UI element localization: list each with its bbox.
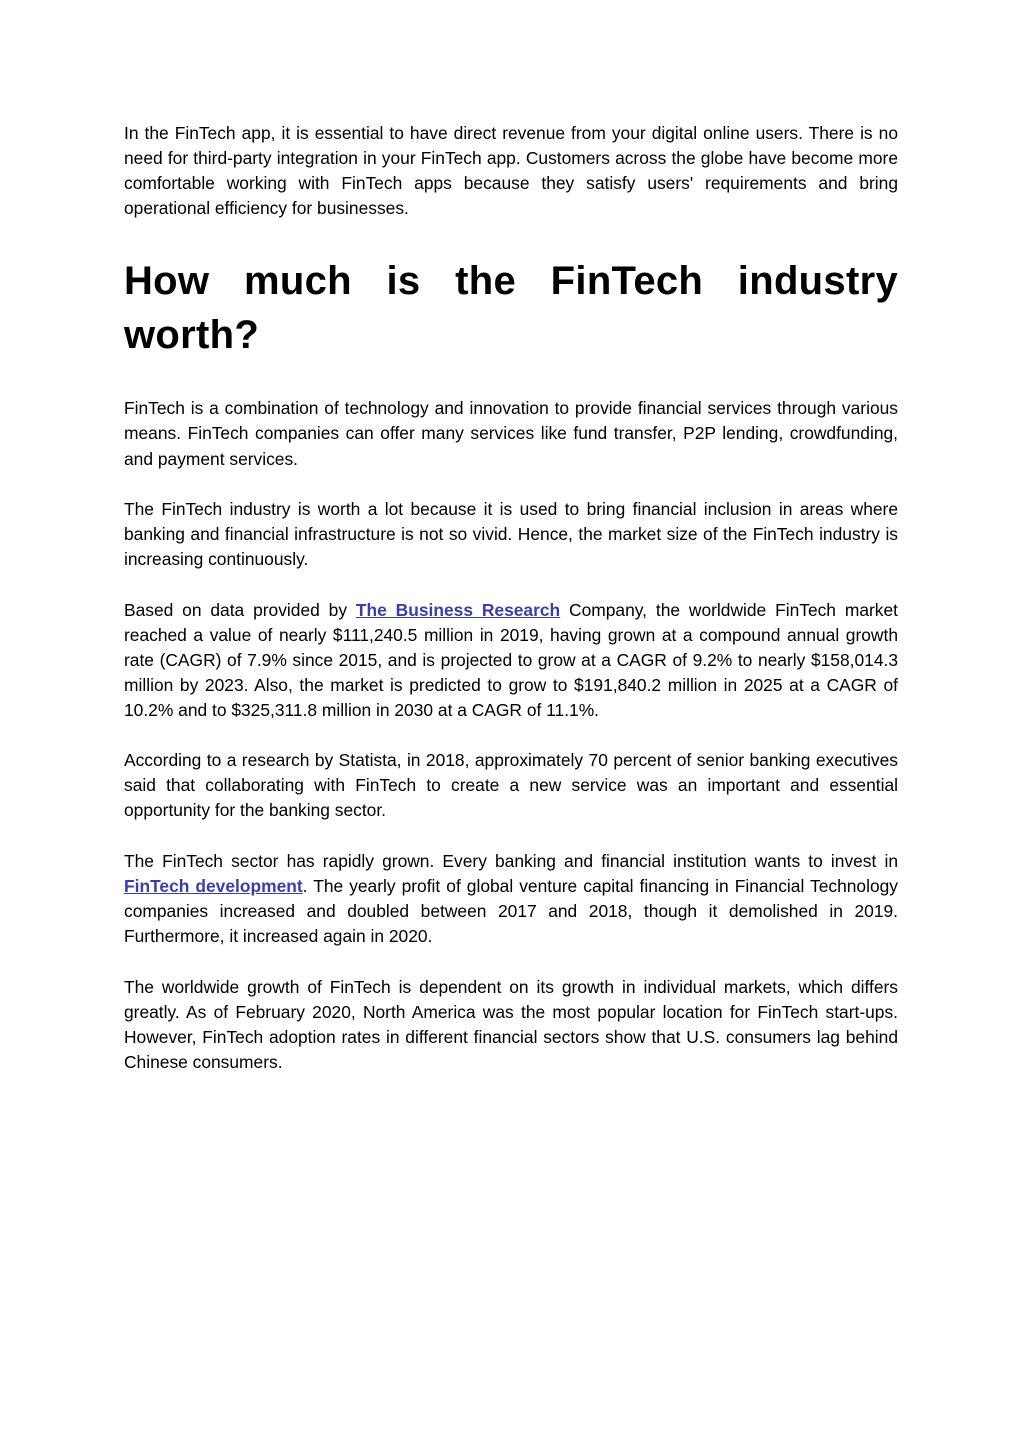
paragraph-market-data xyxy=(124,598,898,723)
paragraph-fintech-definition: FinTech is a combination of technology and innovation to provide financial services through various means. FinTech companies can offer many services like fund transfer, P2P lending, crowdfunding, and payment services. xyxy=(124,398,898,469)
intro-paragraph: In the FinTech app, it is essential to have direct revenue from your digital online users. There is no need for third-party integration in your FinTech app. Customers across the globe have become more comfortable working with FinTech apps because they satisfy users' requirements and bring operational efficiency for businesses. xyxy=(124,123,898,219)
business-research-link[interactable]: The Business Research xyxy=(355,599,561,620)
fintech-development-link[interactable]: FinTech development xyxy=(124,875,303,896)
section-heading: How much is the FinTech industry worth? xyxy=(124,259,898,358)
paragraph-statista: According to a research by Statista, in 2018, approximately 70 percent of senior banking executives said that collaborating with FinTech to create a new service was an important and essential opportunity for the banking sector. xyxy=(124,750,898,821)
paragraph-worldwide-growth: The worldwide growth of FinTech is dependent on its growth in individual markets, which differs greatly. As of February 2020, North America was the most popular location for FinTech start-ups. However, FinTech adoption rates in different financial sectors show that U.S. consumers lag behind Chinese consumers. xyxy=(124,976,898,1072)
paragraph-industry-worth: The FinTech industry is worth a lot because it is used to bring financial inclusion in areas where banking and financial infrastructure is not so vivid. Hence, the market size of the FinTech industry is increasing continuously. xyxy=(124,498,898,570)
paragraph-sector-growth xyxy=(124,849,898,949)
sector-growth-text-before: The FinTech sector has rapidly grown. Every banking and financial institution wants to invest in xyxy=(124,850,898,871)
sector-growth-text-after: . The yearly profit of global venture capital financing in Financial Technology companies increased and doubled between 2017 and 2018, though it demolished in 2019. Furthermore, it increased again in 2020. xyxy=(124,875,898,947)
document-page xyxy=(124,121,898,1075)
market-data-text-after: Company, the worldwide FinTech market reached a value of nearly $111,240.5 million in 2019, having grown at a compound annual growth rate (CAGR) of 7.9% since 2015, and is projected to grow at a CAGR of 9.2% to nearly $158,014.3 million by 2023. Also, the market is predicted to grow to $191,840.2 million in 2025 at a CAGR of 10.2% and to $325,311.8 million in 2030 at a CAGR of 11.1%. xyxy=(124,599,898,720)
market-data-text-before: Based on data provided by xyxy=(124,599,356,620)
